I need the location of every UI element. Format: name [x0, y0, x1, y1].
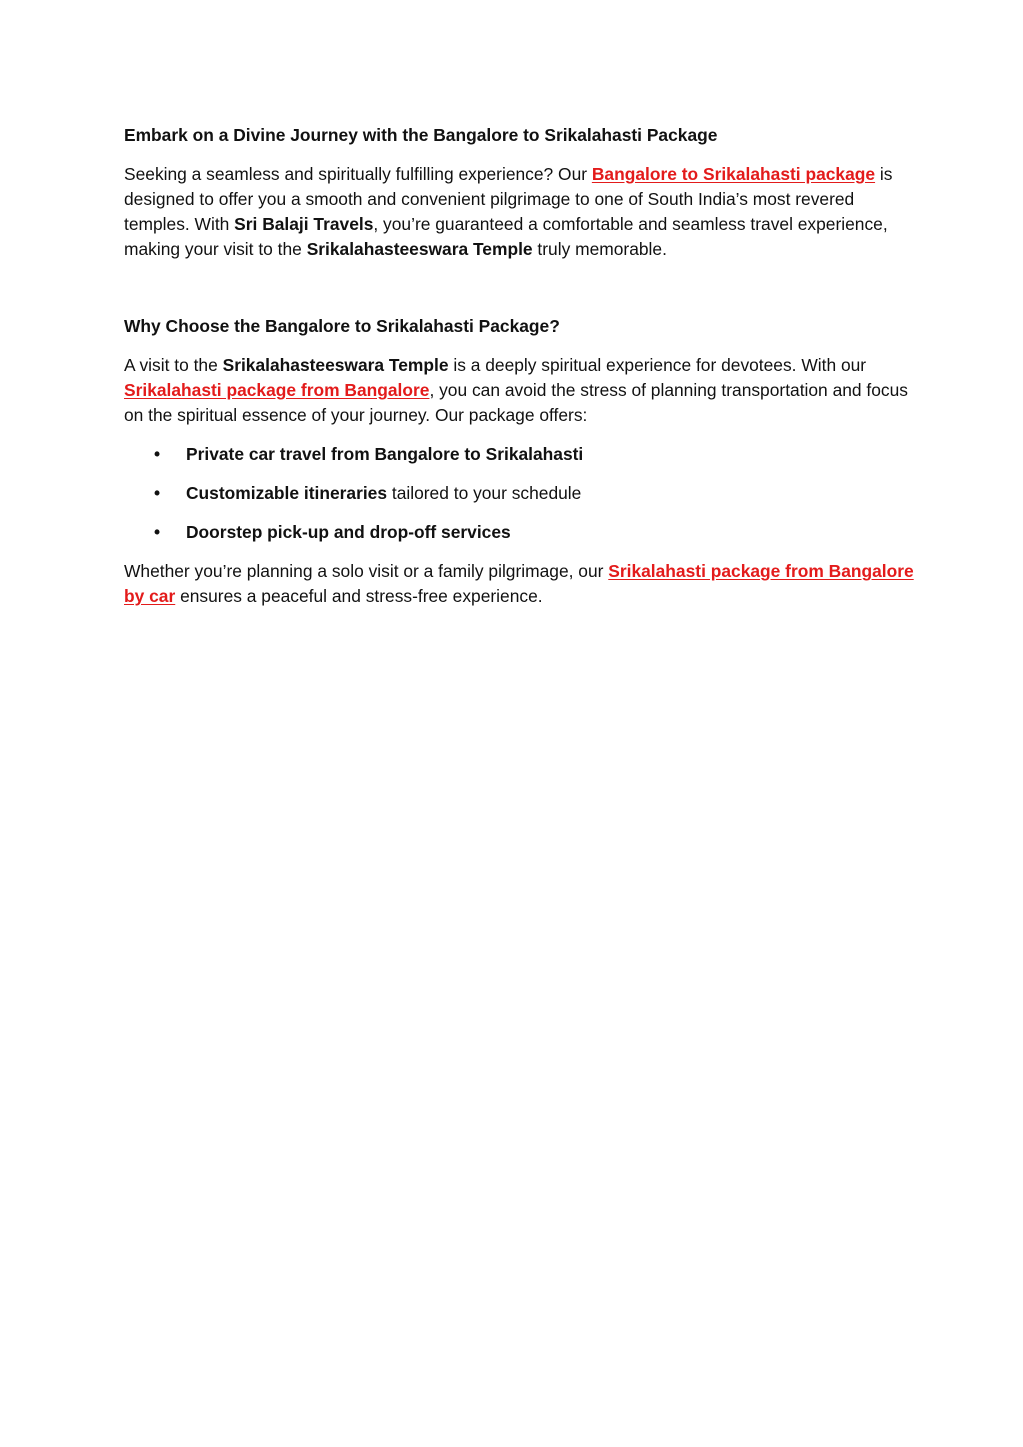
closing-text-1: Whether you’re planning a solo visit or a family pilgrimage, our [124, 561, 609, 581]
why-text-1: A visit to the [124, 355, 223, 375]
intro-text-1: Seeking a seamless and spiritually fulfilling experience? Our [124, 164, 592, 184]
why-text-3: , you can avoid the stress of planning transportation and focus on the spiritual essence of your journey. Our package offers: [124, 380, 908, 425]
closing-text-2: ensures a peaceful and stress-free experience. [175, 586, 543, 606]
link-srikalahasti-package-by-car[interactable]: Srikalahasti package from Bangalore by car [124, 561, 914, 606]
heading-why-choose: Why Choose the Bangalore to Srikalahasti Package? [124, 316, 560, 336]
document-content [124, 120, 914, 609]
heading-embark: Embark on a Divine Journey with the Bangalore to Srikalahasti Package [124, 125, 718, 145]
intro-bold-temple: Srikalahasteeswara Temple [306, 239, 533, 259]
link-srikalahasti-package-from-bangalore[interactable]: Srikalahasti package from Bangalore [124, 380, 430, 400]
bullet-icon: • [154, 483, 161, 503]
why-bold-temple: Srikalahasteeswara Temple [222, 355, 449, 375]
list-item-text: tailored to your schedule [387, 483, 582, 503]
paragraph-why [124, 353, 914, 428]
list-item [124, 442, 914, 467]
list-item [124, 481, 914, 506]
link-bangalore-to-srikalahasti-package[interactable]: Bangalore to Srikalahasti package [591, 164, 876, 184]
list-item-bold: Customizable itineraries [186, 483, 388, 503]
list-item-bold: Private car travel from Bangalore to Srikalahasti [186, 444, 584, 464]
paragraph-intro [124, 162, 914, 262]
list-item [124, 520, 914, 545]
package-offers-list [124, 442, 914, 545]
paragraph-closing [124, 559, 914, 609]
intro-text-3: , you’re guaranteed a comfortable and seamless travel experience, making your visit to the [124, 214, 888, 259]
why-text-2: is a deeply spiritual experience for devotees. With our [448, 355, 867, 375]
list-item-bold: Doorstep pick-up and drop-off services [186, 522, 511, 542]
intro-bold-sri-balaji-travels: Sri Balaji Travels [234, 214, 374, 234]
bullet-icon: • [154, 522, 161, 542]
intro-text-4: truly memorable. [532, 239, 667, 259]
bullet-icon: • [154, 444, 161, 464]
intro-text-2: is designed to offer you a smooth and convenient pilgrimage to one of South India’s most revered temples. With [124, 164, 893, 234]
